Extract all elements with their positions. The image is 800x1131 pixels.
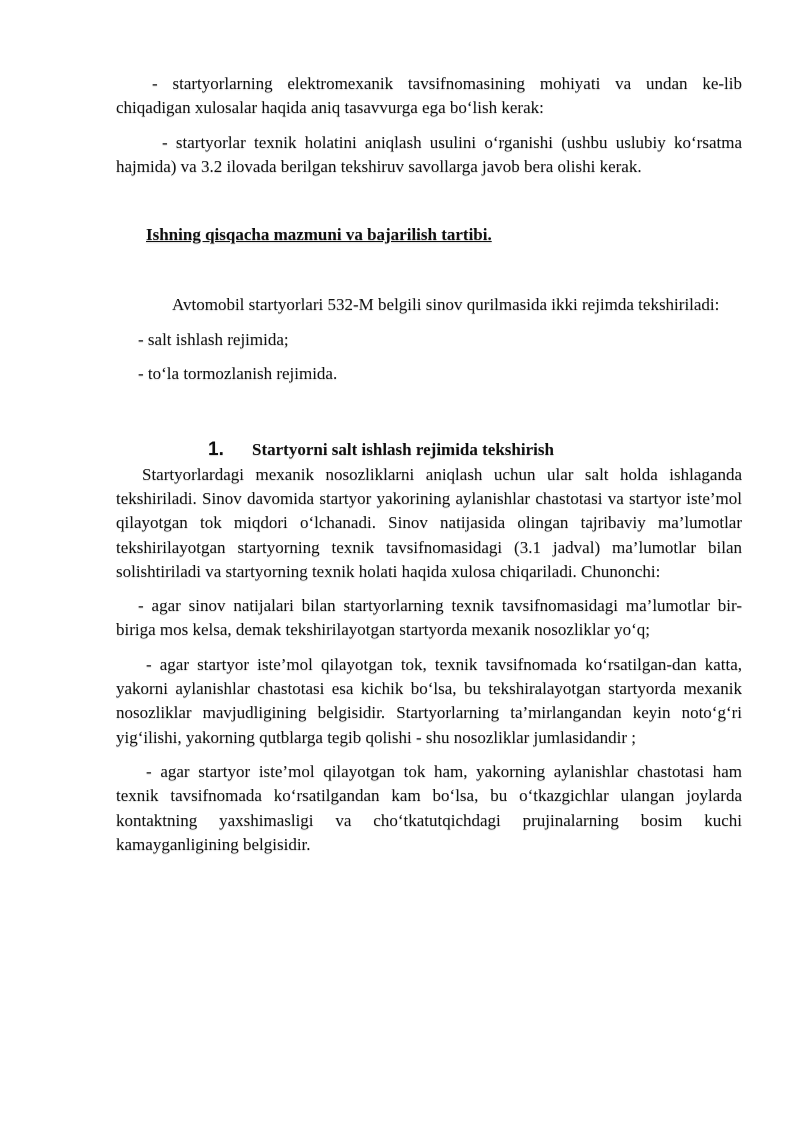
section-title — [208, 438, 742, 462]
paragraph-test-description: Startyorlardagi mexanik nosozliklarni aniqlash uchun ular salt holda ishlaganda tekshiriladi. Sinov davomida startyor yakorining aylanishlar chastotasi va startyor iste’mol qilayotgan tok miqdori o‘lchanadi. Sinov natijasida olingan tajribaviy ma’lumotlar tekshirilayotgan startyorning texnik tavsifnomasidagi (3.1 jadval) ma’lumotlar bilan solishtiriladi va startyorning texnik holati haqida xulosa chiqariladi. Chunonchi: — [116, 464, 742, 581]
paragraph-requirement-2: - startyorlar texnik holatini aniqlash usulini o‘rganishi (ushbu uslubiy ko‘rsatma hajmida) va 3.2 ilovada berilgan tekshiruv savollarga javob bera olishi kerak. — [116, 132, 742, 176]
section-heading: Ishning qisqacha mazmuni va bajarilish tartibi. — [146, 225, 492, 245]
paragraph-condition-1: - agar sinov natijalari bilan startyorlarning texnik tavsifnomasidagi ma’lumotlar bir-biriga mos kelsa, demak tekshirilayotgan startyorda mexanik nosozliklar yo‘q; — [116, 596, 742, 640]
paragraph-condition-3: - agar startyor iste’mol qilayotgan tok ham, yakorning aylanishlar chastotasi ham texnik tavsifnomada ko‘rsatilgandan kam bo‘lsa, bu o‘tkazgichlar ulangan joylarda kontaktning yaxshimasligi va cho‘tkatutqichdagi prujinalarning bosim kuchi kamayganligining belgisidir. — [116, 761, 742, 854]
paragraph-intro: Avtomobil startyorlari 532-M belgili sinov qurilmasida ikki rejimda tekshiriladi: — [172, 295, 720, 315]
section-number: 1. — [208, 439, 224, 461]
section-title-text: Startyorni salt ishlash rejimida tekshirish — [252, 440, 554, 460]
document-page — [116, 72, 742, 857]
list-item-idle-mode: - salt ishlash rejimida; — [138, 329, 289, 349]
paragraph-condition-2: - agar startyor iste’mol qilayotgan tok, texnik tavsifnomada ko‘rsatilgan-dan katta, yakorni aylanishlar chastotasi esa kichik bo‘lsa, bu tekshiralayotgan startyorda mexanik nosozliklar mavjudligining belgisidir. Startyorlarning ta’mirlangandan keyin noto‘g‘ri yig‘ilishi, yakorning qutblarga tegib qolishi - shu nosozliklar jumlasidandir ; — [116, 654, 742, 747]
list-item-full-braking: - to‘la tormozlanish rejimida. — [138, 364, 338, 384]
paragraph-requirement-1: - startyorlarning elektromexanik tavsifnomasining mohiyati va undan ke-lib chiqadigan xulosalar haqida aniq tasavvurga ega bo‘lish kerak: — [116, 74, 742, 118]
